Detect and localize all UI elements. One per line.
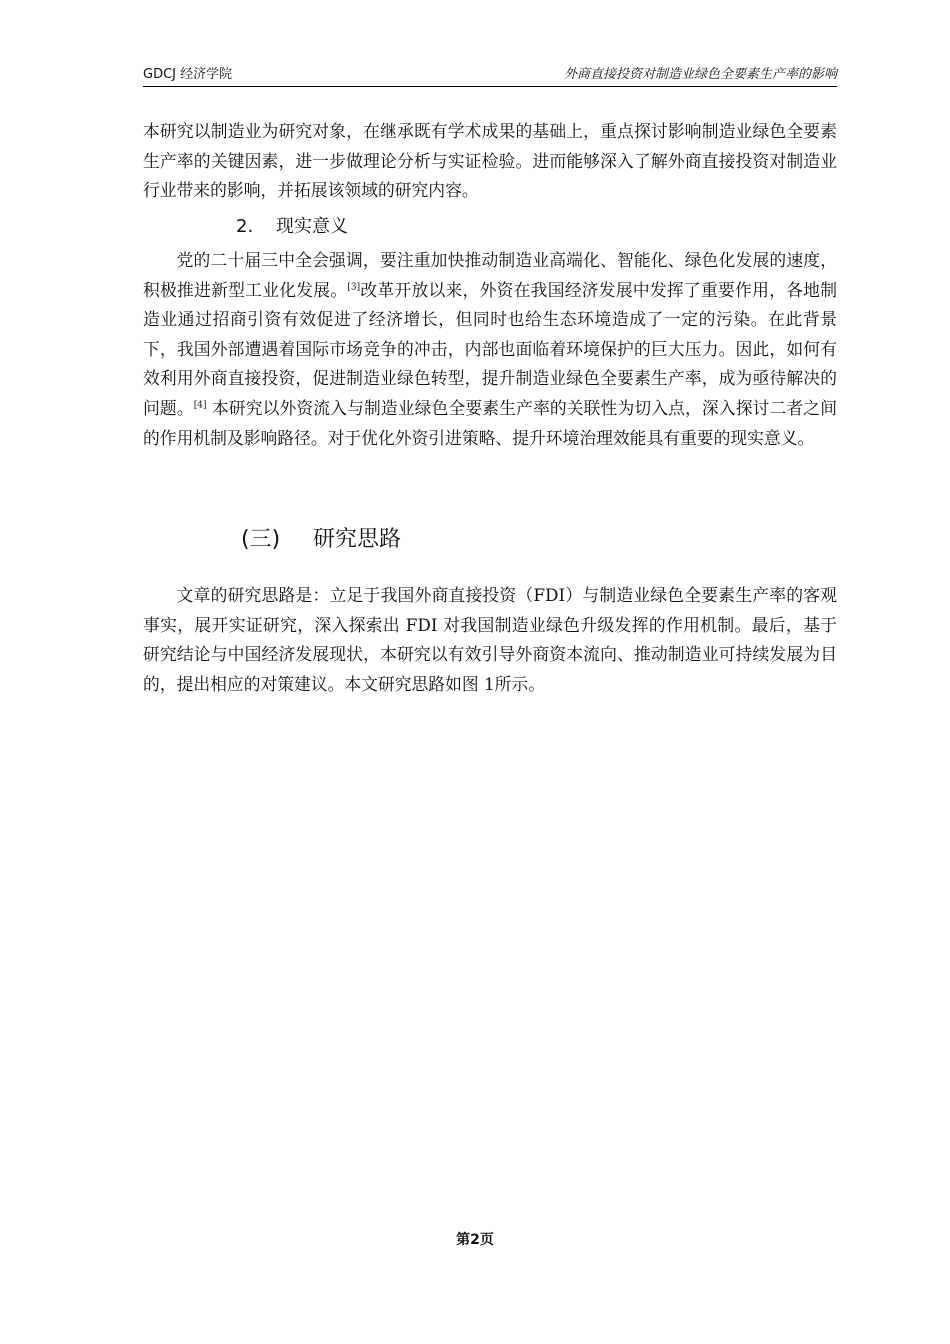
header-right-text: 外商直接投资对制造业绿色全要素生产率的影响 — [563, 67, 837, 82]
page-number: 第2页 — [456, 1232, 494, 1248]
paragraph-research-object: 本研究以制造业为研究对象，在继承既有学术成果的基础上，重点探讨影响制造业绿色全要素生产率的关键因素，进一步做理论分析与实证检验。进而能够深入了解外商直接投资对制造业行业带来的影响，并拓展该领域的研究内容。 — [143, 121, 837, 201]
section-title: 研究思路 — [313, 527, 402, 552]
page-header — [143, 66, 837, 87]
section-number: 2. — [236, 216, 254, 237]
paragraph-research-approach: 文章的研究思路是：立足于我国外商直接投资（FDI）与制造业绿色全要素生产率的客观事实，展开实证研究，深入探索出 FDI 对我国制造业绿色升级发挥的作用机制。最后，基于研究结论与中国经济发展现状，本研究以有效引导外商资本流向、推动制造业可持续发展为目的，提出相应的对策建议。本文研究思路如图 1所示。 — [143, 585, 837, 694]
paragraph-text-part2: 改革开放以来，外资在我国经济发展中发挥了重要作用，各地制造业通过招商引资有效促进了经济增长，但同时也给生态环境造成了一定的污染。在此背景下，我国外部遭遇着国际市场竞争的冲击，内部也面临着环境保护的巨大压力。因此，如何有效利用外商直接投资，促进制造业绿色转型，提升制造业绿色全要素生产率，成为亟待解决的问题。 — [143, 279, 837, 418]
paragraph-text-part3: 本研究以外资流入与制造业绿色全要素生产率的关联性为切入点，深入探讨二者之间的作用机制及影响路径。对于优化外资引进策略、提升环境治理效能具有重要的现实意义。 — [143, 397, 837, 448]
section-number: (三) — [241, 527, 281, 552]
section-heading-research-approach — [241, 526, 401, 554]
paragraph-text-part1: 党的二十届三中全会强调，要注重加快推动制造业高端化、智能化、绿色化发展的速度，积极推进新型工业化发展。 — [143, 250, 837, 300]
citation-ref-4: [4] — [193, 400, 207, 411]
header-left-text: GDCJ 经济学院 — [143, 67, 233, 82]
section-title: 现实意义 — [276, 216, 348, 237]
paragraph-practical-significance — [143, 246, 837, 453]
section-heading-practical-significance — [236, 215, 348, 239]
citation-ref-3: [3] — [347, 282, 361, 292]
